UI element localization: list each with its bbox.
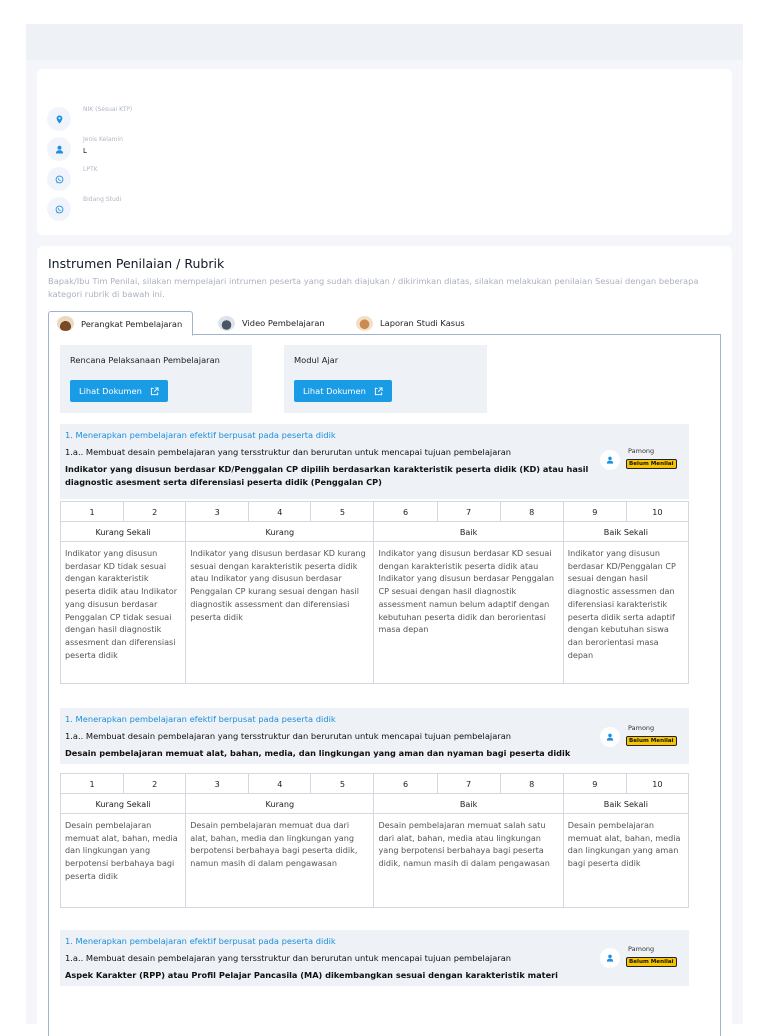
score-row xyxy=(61,774,689,794)
score-3[interactable]: 3 xyxy=(186,774,249,794)
rubric-table xyxy=(60,773,689,908)
category-baik: Baik xyxy=(374,522,563,542)
score-8[interactable]: 8 xyxy=(500,502,563,522)
document-title: Modul Ajar xyxy=(294,355,339,365)
rubric-table xyxy=(60,501,689,684)
document-title: Rencana Pelaksanaan Pembelajaran xyxy=(70,355,220,365)
user-icon xyxy=(600,450,620,470)
score-2[interactable]: 2 xyxy=(124,502,186,522)
assessor-label: Pamong xyxy=(628,945,655,953)
indicator-text: Indikator yang disusun berdasar KD/Penggalan CP dipilih berdasarkan karakteristik peserta didik (KD) atau hasil diagnostic asesment serta diferensiasi peserta didik (Penggalan CP) xyxy=(65,464,589,487)
category-row xyxy=(61,794,689,814)
description-baik-sekali: Indikator yang disusun berdasar KD/Penggalan CP sesuai dengan hasil diagnostic assessmen dan diferensiasi karakteristik peserta didik serta adaptif dengan kebutuhan siswa dan berorientasi masa depan xyxy=(563,542,688,684)
score-6[interactable]: 6 xyxy=(374,502,437,522)
category-row xyxy=(61,522,689,542)
description-kurang-sekali: Indikator yang disusun berdasar KD tidak sesuai dengan karakteristik peserta didik atau Indikator yang disusun berdasar Penggalan CP tidak sesuai dengan hasil diagnostik assesment dan diferensiasi peserta didik xyxy=(61,542,186,684)
category-baik: Baik xyxy=(374,794,563,814)
category-kurang-sekali: Kurang Sekali xyxy=(61,522,186,542)
score-10[interactable]: 10 xyxy=(626,502,688,522)
competency-title: 1. Menerapkan pembelajaran efektif berpusat pada peserta didik xyxy=(65,714,336,724)
description-row xyxy=(61,814,689,908)
assessor-label: Pamong xyxy=(628,447,655,455)
sub-competency: 1.a.. Membuat desain pembelajaran yang tersstruktur dan berurutan untuk mencapai tujuan pembelajaran xyxy=(65,731,512,741)
sub-competency: 1.a.. Membuat desain pembelajaran yang tersstruktur dan berurutan untuk mencapai tujuan pembelajaran xyxy=(65,953,512,963)
user-icon xyxy=(600,727,620,747)
score-5[interactable]: 5 xyxy=(311,502,374,522)
profile-label: LPTK xyxy=(83,166,98,173)
report-illustration-icon xyxy=(356,316,373,331)
score-5[interactable]: 5 xyxy=(311,774,374,794)
competency-title: 1. Menerapkan pembelajaran efektif berpusat pada peserta didik xyxy=(65,430,336,440)
tab-video-pembelajaran[interactable] xyxy=(218,311,325,335)
video-illustration-icon xyxy=(218,316,235,331)
score-4[interactable]: 4 xyxy=(249,774,311,794)
score-3[interactable]: 3 xyxy=(186,502,249,522)
category-kurang: Kurang xyxy=(186,522,374,542)
assessor-label: Pamong xyxy=(628,724,655,732)
rubric-tabs xyxy=(48,311,721,335)
category-kurang-sekali: Kurang Sekali xyxy=(61,794,186,814)
status-badge: Belum Menilai xyxy=(626,736,677,746)
rubric-title: Instrumen Penilaian / Rubrik xyxy=(48,256,225,271)
page-background xyxy=(26,24,743,1024)
button-label: Lihat Dokumen xyxy=(79,386,142,396)
score-7[interactable]: 7 xyxy=(437,502,500,522)
description-kurang-sekali: Desain pembelajaran memuat alat, bahan, media dan lingkungan yang berpotensi berbahaya bagi peserta didik xyxy=(61,814,186,908)
external-link-icon xyxy=(150,387,159,396)
description-kurang: Desain pembelajaran memuat dua dari alat, bahan, media dan lingkungan yang berpotensi berbahaya bagi peserta didik, namun masih di dalam pengawasan xyxy=(186,814,374,908)
tab-label: Video Pembelajaran xyxy=(242,318,325,328)
sub-competency: 1.a.. Membuat desain pembelajaran yang tersstruktur dan berurutan untuk mencapai tujuan pembelajaran xyxy=(65,447,512,457)
indicator-text: Aspek Karakter (RPP) atau Profil Pelajar Pancasila (MA) dikembangkan sesuai dengan karakteristik materi xyxy=(65,970,558,980)
view-document-button[interactable] xyxy=(294,380,392,402)
tab-panel xyxy=(48,335,721,1036)
score-1[interactable]: 1 xyxy=(61,774,124,794)
score-1[interactable]: 1 xyxy=(61,502,124,522)
profile-label: NIK (Sesuai KTP) xyxy=(83,106,133,113)
top-bar xyxy=(26,24,743,60)
button-label: Lihat Dokumen xyxy=(303,386,366,396)
status-badge: Belum Menilai xyxy=(626,957,677,967)
description-row xyxy=(61,542,689,684)
map-marker-icon xyxy=(47,107,71,131)
tab-label: Laporan Studi Kasus xyxy=(380,318,465,328)
tab-label: Perangkat Pembelajaran xyxy=(81,318,183,329)
score-9[interactable]: 9 xyxy=(563,774,626,794)
external-link-icon xyxy=(374,387,383,396)
criterion-header xyxy=(60,708,689,764)
profile-value: L xyxy=(83,147,87,155)
competency-title: 1. Menerapkan pembelajaran efektif berpusat pada peserta didik xyxy=(65,936,336,946)
category-kurang: Kurang xyxy=(186,794,374,814)
score-6[interactable]: 6 xyxy=(374,774,437,794)
view-document-button[interactable] xyxy=(70,380,168,402)
rubric-description: Bapak/Ibu Tim Penilai, silakan mempelajari intrumen peserta yang sudah diajukan / dikirimkan diatas, silakan melakukan penilaian Sesuai dengan beberapa kategori rubrik di bawah ini. xyxy=(48,276,699,299)
tab-laporan-studi-kasus[interactable] xyxy=(356,311,465,335)
score-2[interactable]: 2 xyxy=(124,774,186,794)
description-kurang: Indikator yang disusun berdasar KD kurang sesuai dengan karakteristik peserta didik atau Indikator yang disusun berdasar Penggalan CP kurang sesuai dengan hasil diagnostik assessment dan diferensiasi peserta didik xyxy=(186,542,374,684)
document-card-modul-ajar xyxy=(284,345,487,413)
score-row xyxy=(61,502,689,522)
user-icon xyxy=(47,137,71,161)
description-baik: Indikator yang disusun berdasar KD sesuai dengan karakteristik peserta didik atau Indikator yang disusun berdasar Penggalan CP sesuai dengan hasil diagnostik assessment namun belum adaptif dengan kebutuhan peserta didik dan berorientasi masa depan xyxy=(374,542,563,684)
score-4[interactable]: 4 xyxy=(249,502,311,522)
status-badge: Belum Menilai xyxy=(626,459,677,469)
criterion-header xyxy=(60,424,689,499)
user-icon xyxy=(600,948,620,968)
indicator-text: Desain pembelajaran memuat alat, bahan, media, dan lingkungan yang aman dan nyaman bagi peserta didik xyxy=(65,748,571,758)
document-card-rpp xyxy=(60,345,252,413)
whatsapp-icon xyxy=(47,167,71,191)
profile-label: Bidang Studi xyxy=(83,196,122,203)
category-baik-sekali: Baik Sekali xyxy=(563,794,688,814)
whatsapp-icon xyxy=(47,197,71,221)
score-9[interactable]: 9 xyxy=(563,502,626,522)
rubric-card xyxy=(37,246,732,1036)
score-7[interactable]: 7 xyxy=(437,774,500,794)
tab-perangkat-pembelajaran[interactable] xyxy=(48,311,193,336)
score-10[interactable]: 10 xyxy=(626,774,688,794)
description-baik: Desain pembelajaran memuat salah satu dari alat, bahan, media atau lingkungan yang berpotensi berbahaya bagi peserta didik, namun masih di dalam pengawasan xyxy=(374,814,563,908)
profile-card xyxy=(37,69,732,235)
criterion-header xyxy=(60,930,689,986)
profile-label: Jenis Kelamin xyxy=(83,136,123,143)
score-8[interactable]: 8 xyxy=(500,774,563,794)
tools-illustration-icon xyxy=(57,316,74,331)
description-baik-sekali: Desain pembelajaran memuat alat, bahan, media dan lingkungan yang aman bagi peserta didik xyxy=(563,814,688,908)
category-baik-sekali: Baik Sekali xyxy=(563,522,688,542)
